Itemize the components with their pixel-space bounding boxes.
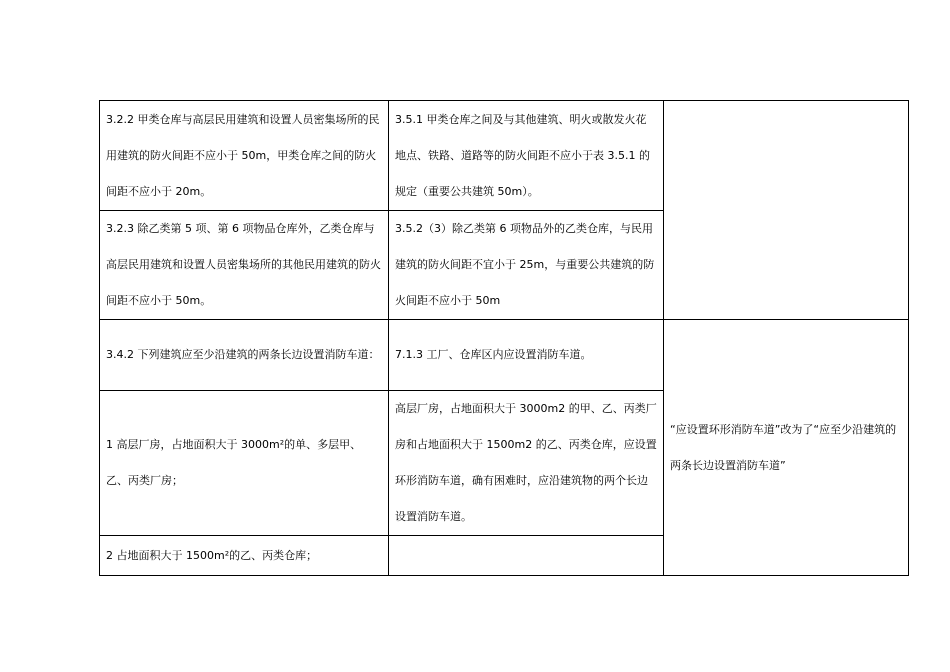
old-clause-cell: 1 高层厂房，占地面积大于 3000m²的单、多层甲、乙、丙类厂房； xyxy=(100,391,389,536)
new-clause-cell: 3.5.1 甲类仓库之间及与其他建筑、明火或散发火花地点、铁路、道路等的防火间距不应小于表 3.5.1 的规定（重要公共建筑 50m）。 xyxy=(389,101,664,211)
new-clause-cell: 高层厂房，占地面积大于 3000m2 的甲、乙、丙类厂房和占地面积大于 1500m2 的乙、丙类仓库，应设置环形消防车道，确有困难时，应沿建筑物的两个长边设置消防车道。 xyxy=(389,391,664,536)
remark-cell: “应设置环形消防车道”改为了“应至少沿建筑的两条长边设置消防车道” xyxy=(664,320,909,576)
new-clause-cell: 7.1.3 工厂、仓库区内应设置消防车道。 xyxy=(389,320,664,391)
old-clause-cell: 3.2.3 除乙类第 5 项、第 6 项物品仓库外，乙类仓库与高层民用建筑和设置人员密集场所的其他民用建筑的防火间距不应小于 50m。 xyxy=(100,211,389,320)
old-clause-cell: 3.2.2 甲类仓库与高层民用建筑和设置人员密集场所的民用建筑的防火间距不应小于 50m，甲类仓库之间的防火间距不应小于 20m。 xyxy=(100,101,389,211)
comparison-table xyxy=(99,100,909,576)
old-clause-cell: 2 占地面积大于 1500m²的乙、丙类仓库； xyxy=(100,536,389,576)
new-clause-cell: 3.5.2（3）除乙类第 6 项物品外的乙类仓库，与民用建筑的防火间距不宜小于 25m，与重要公共建筑的防火间距不应小于 50m xyxy=(389,211,664,320)
remark-cell xyxy=(664,101,909,320)
old-clause-cell: 3.4.2 下列建筑应至少沿建筑的两条长边设置消防车道： xyxy=(100,320,389,391)
table-row xyxy=(100,320,909,391)
table-row xyxy=(100,101,909,211)
new-clause-cell xyxy=(389,536,664,576)
